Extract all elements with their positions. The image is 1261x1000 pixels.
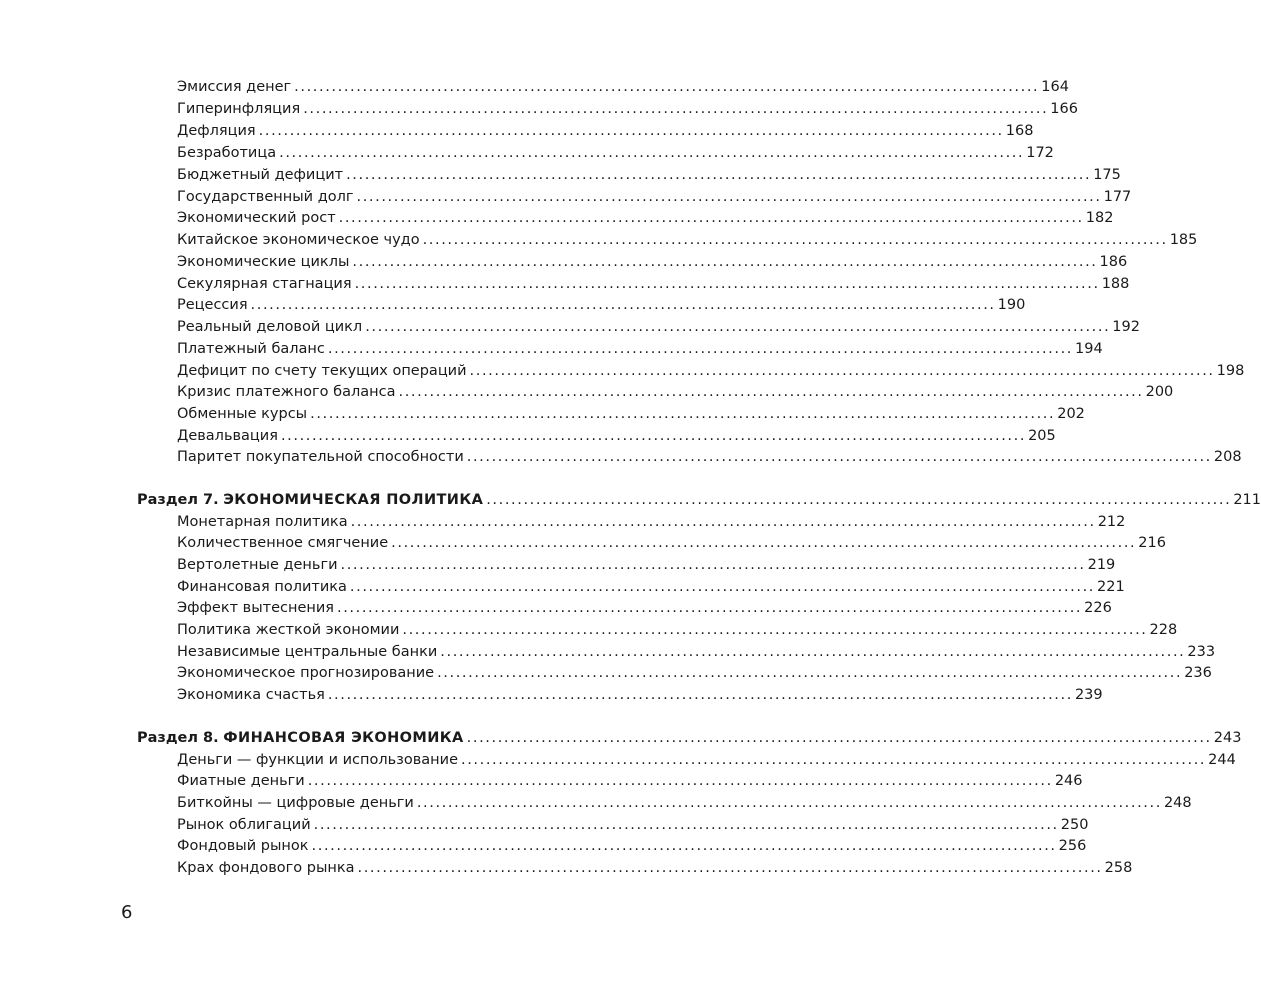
toc-entry-page: 175: [1093, 167, 1121, 183]
toc-entry-title: Государственный долг: [177, 189, 354, 205]
toc-entry-page: 182: [1085, 210, 1114, 226]
leader-dots: ........................................................................................................................: [313, 817, 1059, 833]
leader-dots: ........................................................................................................................: [350, 514, 1096, 530]
toc-entry: [177, 684, 1103, 706]
toc-entry-title: Девальвация: [177, 428, 278, 444]
toc-entry: [177, 814, 1089, 836]
leader-dots: ........................................................................................................................: [352, 254, 1098, 270]
toc-entry: [177, 576, 1125, 598]
leader-dots: ........................................................................................................................: [365, 319, 1111, 335]
toc-entry: [177, 511, 1126, 533]
toc-entry-title: Реальный деловой цикл: [177, 319, 363, 335]
toc-entry-page: 228: [1149, 622, 1178, 638]
toc-entry-title: Фиатные деньги: [177, 773, 305, 789]
toc-entry-title: Паритет покупательной способности: [177, 449, 464, 465]
toc-entry-title: Количественное смягчение: [177, 535, 389, 551]
toc-entry-title: Эмиссия денег: [177, 79, 292, 95]
leader-dots: ........................................................................................................................: [422, 232, 1168, 248]
toc-entry-page: 233: [1187, 644, 1216, 660]
leader-dots: ........................................................................................................................: [466, 449, 1212, 465]
toc-entry: [177, 76, 1069, 98]
section-page: 243: [1213, 730, 1242, 746]
toc-entry-page: 250: [1060, 817, 1089, 833]
toc-entry-title: Обменные курсы: [177, 406, 308, 422]
leader-dots: ........................................................................................................................: [391, 535, 1137, 551]
toc-entry-title: Экономические циклы: [177, 254, 350, 270]
leader-dots: ........................................................................................................................: [416, 795, 1162, 811]
leader-dots: ........................................................................................................................: [327, 341, 1073, 357]
leader-dots: ........................................................................................................................: [354, 276, 1100, 292]
toc-entry: [177, 251, 1128, 273]
section-heading-text: [137, 727, 464, 749]
toc-entry: [177, 641, 1216, 663]
toc-entry-page: 244: [1208, 752, 1236, 768]
toc-entry: [177, 792, 1192, 814]
leader-dots: ........................................................................................................................: [307, 773, 1053, 789]
leader-dots: ........................................................................................................................: [311, 838, 1057, 854]
toc-entry-page: 172: [1026, 145, 1054, 161]
section-heading: [137, 489, 1261, 511]
leader-dots: ........................................................................................................................: [461, 752, 1207, 768]
toc-entry-page: 219: [1087, 557, 1116, 573]
toc-entry: [177, 273, 1130, 295]
toc-entry-page: 221: [1097, 579, 1125, 595]
toc-entry-title: Экономика счастья: [177, 687, 325, 703]
toc-entry-page: 202: [1057, 406, 1085, 422]
toc-entry: [177, 142, 1054, 164]
toc-entry-title: Крах фондового рынка: [177, 860, 355, 876]
toc-entry: [177, 381, 1174, 403]
toc-entry-page: 226: [1084, 600, 1112, 616]
section-page: 211: [1233, 492, 1261, 508]
toc-entry: [177, 338, 1103, 360]
toc-entry-title: Экономический рост: [177, 210, 336, 226]
toc-entry-title: Бюджетный дефицит: [177, 167, 344, 183]
toc-entry: [177, 360, 1245, 382]
toc-entry-page: 208: [1213, 449, 1242, 465]
toc-entry-page: 185: [1169, 232, 1198, 248]
section-heading-text: [137, 489, 483, 511]
leader-dots: ........................................................................................................................: [337, 600, 1083, 616]
toc-entry: [177, 164, 1121, 186]
toc-entry-page: 239: [1074, 687, 1103, 703]
leader-dots: ........................................................................................................................: [338, 210, 1084, 226]
leader-dots: ........................................................................................................................: [303, 101, 1049, 117]
toc-entry: [177, 619, 1178, 641]
toc-entry-page: 200: [1145, 384, 1174, 400]
toc-entry: [177, 835, 1087, 857]
toc-entry: [177, 749, 1236, 771]
toc-entry-page: 186: [1099, 254, 1128, 270]
toc-entry-title: Фондовый рынок: [177, 838, 309, 854]
leader-dots: ........................................................................................................................: [469, 363, 1215, 379]
leader-dots: ........................................................................................................................: [356, 189, 1102, 205]
leader-dots: ........................................................................................................................: [279, 145, 1025, 161]
toc-entry-page: 246: [1054, 773, 1083, 789]
section-title: ФИНАНСОВАЯ ЭКОНОМИКА: [223, 730, 464, 746]
toc-entry: [177, 425, 1056, 447]
toc-entry-title: Политика жесткой экономии: [177, 622, 400, 638]
toc-entry: [177, 403, 1085, 425]
leader-dots: ........................................................................................................................: [466, 730, 1212, 746]
section-title: ЭКОНОМИЧЕСКАЯ ПОЛИТИКА: [223, 492, 484, 508]
toc-entry-title: Эффект вытеснения: [177, 600, 335, 616]
toc-entry: [177, 857, 1133, 879]
leader-dots: ........................................................................................................................: [250, 297, 996, 313]
leader-dots: ........................................................................................................................: [346, 167, 1092, 183]
leader-dots: ........................................................................................................................: [440, 644, 1186, 660]
toc-entry: [177, 316, 1140, 338]
page-number: 6: [121, 902, 133, 923]
toc-entry-title: Биткойны — цифровые деньги: [177, 795, 414, 811]
toc-entry: [177, 229, 1198, 251]
toc-entry-title: Дефицит по счету текущих операций: [177, 363, 467, 379]
toc-entry-page: 212: [1097, 514, 1126, 530]
toc-entry-title: Рецессия: [177, 297, 248, 313]
toc-entry: [177, 662, 1212, 684]
toc-entry-page: 198: [1216, 363, 1245, 379]
toc-entry-title: Дефляция: [177, 123, 256, 139]
toc-entry-title: Безработица: [177, 145, 277, 161]
toc-entry: [177, 554, 1116, 576]
section-label: Раздел 8.: [137, 730, 219, 746]
toc-entry-title: Секулярная стагнация: [177, 276, 352, 292]
toc-entry: [177, 770, 1083, 792]
leader-dots: ........................................................................................................................: [398, 384, 1144, 400]
toc-entry-page: 190: [997, 297, 1026, 313]
toc-entry-page: 258: [1104, 860, 1133, 876]
toc-entry-page: 216: [1138, 535, 1166, 551]
toc-entry-page: 192: [1112, 319, 1140, 335]
leader-dots: ........................................................................................................................: [327, 687, 1073, 703]
toc-entry-title: Китайское экономическое чудо: [177, 232, 420, 248]
leader-dots: ........................................................................................................................: [486, 492, 1232, 508]
section-label: Раздел 7.: [137, 492, 219, 508]
toc-entry: [177, 446, 1242, 468]
toc-entry-title: Финансовая политика: [177, 579, 347, 595]
leader-dots: ........................................................................................................................: [357, 860, 1103, 876]
leader-dots: ........................................................................................................................: [349, 579, 1096, 595]
toc-entry-page: 205: [1028, 428, 1056, 444]
toc-entry-page: 164: [1041, 79, 1069, 95]
leader-dots: ........................................................................................................................: [280, 428, 1027, 444]
toc-entry-title: Деньги — функции и использование: [177, 752, 459, 768]
toc-entry-page: 236: [1184, 665, 1212, 681]
toc-entry-title: Вертолетные деньги: [177, 557, 338, 573]
toc-entry-title: Гиперинфляция: [177, 101, 301, 117]
leader-dots: ........................................................................................................................: [340, 557, 1086, 573]
toc-entry: [177, 98, 1078, 120]
toc-entry-page: 168: [1005, 123, 1034, 139]
toc-entry-title: Платежный баланс: [177, 341, 325, 357]
toc-entry-page: 166: [1050, 101, 1078, 117]
toc-entry-title: Рынок облигаций: [177, 817, 311, 833]
toc-entry: [177, 597, 1112, 619]
toc-entry-title: Кризис платежного баланса: [177, 384, 396, 400]
toc-entry: [177, 532, 1166, 554]
toc-entry: [177, 294, 1026, 316]
toc-entry: [177, 207, 1114, 229]
toc-entry-title: Монетарная политика: [177, 514, 348, 530]
toc-entry-page: 177: [1103, 189, 1132, 205]
toc-entry-page: 188: [1101, 276, 1130, 292]
leader-dots: ........................................................................................................................: [258, 123, 1004, 139]
toc-entry-title: Экономическое прогнозирование: [177, 665, 435, 681]
leader-dots: ........................................................................................................................: [294, 79, 1040, 95]
toc-entry-page: 256: [1058, 838, 1087, 854]
leader-dots: ........................................................................................................................: [437, 665, 1183, 681]
toc-entry-page: 194: [1075, 341, 1103, 357]
toc-entry-title: Независимые центральные банки: [177, 644, 438, 660]
toc-entry-page: 248: [1163, 795, 1192, 811]
toc-entry: [177, 186, 1132, 208]
toc-entry: [177, 120, 1034, 142]
leader-dots: ........................................................................................................................: [310, 406, 1056, 422]
leader-dots: ........................................................................................................................: [402, 622, 1148, 638]
section-heading: [137, 727, 1242, 749]
